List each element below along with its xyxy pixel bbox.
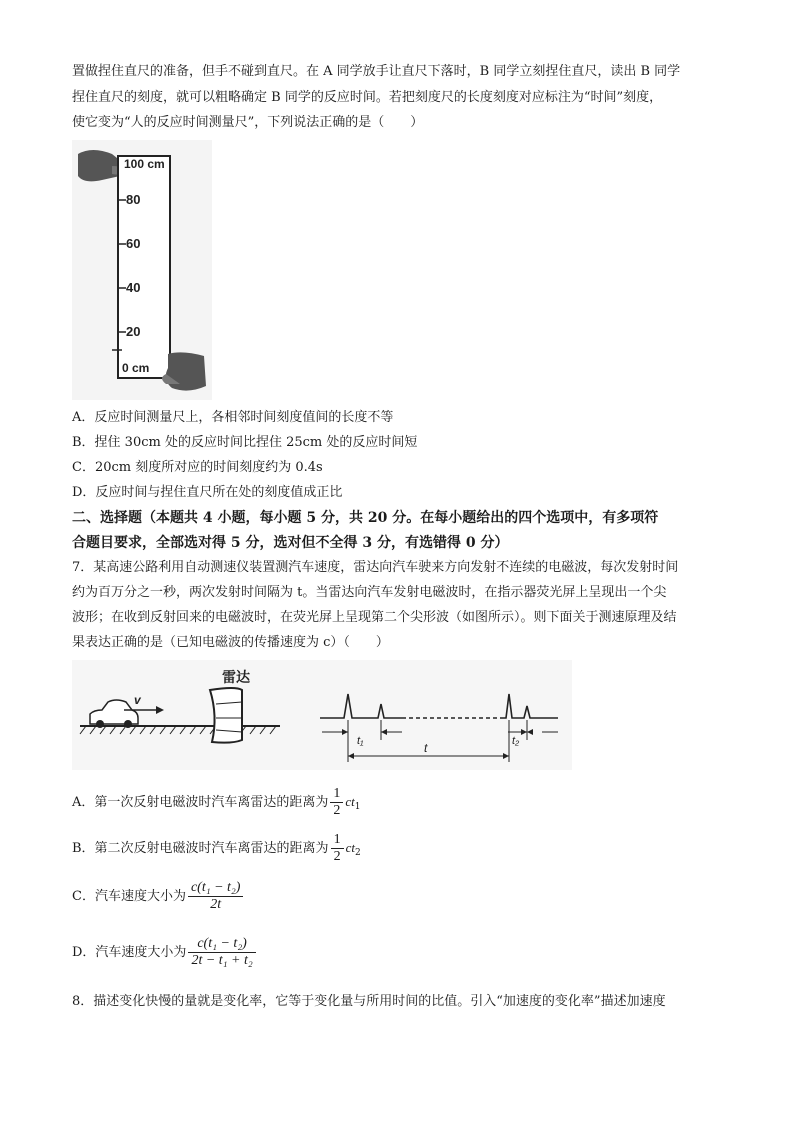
t-label: t (424, 741, 428, 755)
ruler-top-label: 100 cm (124, 157, 165, 171)
q7-option-b-fraction: $\frac{1}{2}$ (331, 832, 344, 865)
q6-text-line-2: 捏住直尺的刻度，就可以粗略确定 B 同学的反应时间。若把刻度尺的长度刻度对应标注为“时间”刻度， (72, 90, 663, 105)
q7-text-line-3: 波形；在收到反射回来的电磁波时，在荧光屏上呈现第二个尖形波（如图所示）。则下面关于测速原理及结 (72, 610, 677, 625)
q7-option-c-text: C．汽车速度大小为 (72, 889, 186, 904)
q7-text-line-4: 果表达正确的是（已知电磁波的传播速度为 c）（ ） (72, 635, 389, 650)
q7-option-a[interactable]: A．第一次反射电磁波时汽车离雷达的距离为 $\frac{1}{2}$ $ct_1$ (72, 786, 361, 818)
q6-option-a[interactable]: A．反应时间测量尺上，各相邻时间刻度值间的长度不等 (72, 410, 394, 425)
ruler-tick-60: 60 (126, 236, 141, 251)
q6-text-line-1: 置做捏住直尺的准备，但手不碰到直尺。在 A 同学放手让直尺下落时，B 同学立刻捏住直尺，读出 B 同学 (72, 64, 681, 79)
q7-option-d[interactable] (72, 936, 258, 969)
q7-option-d-fraction: $\frac{\text{c(t₁ − t₂)}}{\text{2t − t₁ + t₂}}$ (188, 936, 255, 969)
radar-label: 雷达 (222, 669, 250, 685)
ruler-tick-40: 40 (126, 280, 141, 295)
ruler-body (118, 156, 170, 378)
q6-option-d[interactable]: D．反应时间与捏住直尺所在处的刻度值成正比 (72, 485, 343, 500)
q7-text-line-1: 7．某高速公路利用自动测速仪装置测汽车速度，雷达向汽车驶来方向发射不连续的电磁波，每次发射时间 (72, 560, 679, 575)
ruler-bottom-label: 0 cm (122, 361, 150, 375)
velocity-label: v (134, 693, 141, 707)
ruler-figure (72, 140, 212, 400)
q7-option-a-fraction: $\frac{1}{2}$ (330, 786, 343, 819)
ruler-tick-80: 80 (126, 192, 141, 207)
q6-option-b[interactable]: B．捏住 30cm 处的反应时间比捏住 25cm 处的反应时间短 (72, 435, 418, 450)
t1-label: t₁ (357, 735, 364, 747)
ruler-tick-20: 20 (126, 324, 141, 339)
radar-figure (72, 660, 572, 770)
q7-option-a-text: A．第一次反射电磁波时汽车离雷达的距离为 (72, 795, 329, 810)
radar-dish-icon (210, 688, 242, 743)
q7-option-c-fraction: $\frac{\text{c(t₁ − t₂)}}{2t}$ (188, 880, 244, 913)
q6-option-c[interactable]: C．20cm 刻度所对应的时间刻度约为 0.4s (72, 460, 323, 475)
section-title-line-1: 二、选择题（本题共 4 小题，每小题 5 分，共 20 分。在每小题给出的四个选项中，有多项符 (72, 510, 659, 526)
q7-text-line-2: 约为百万分之一秒，两次发射时间隔为 t。当雷达向汽车发射电磁波时，在指示器荧光屏上呈现出一个尖 (72, 585, 667, 600)
q7-option-b[interactable]: B．第二次反射电磁波时汽车离雷达的距离为 $\frac{1}{2}$ $ct_2$ (72, 832, 361, 864)
q7-option-c[interactable] (72, 880, 245, 913)
q7-option-d-text: D．汽车速度大小为 (72, 945, 187, 960)
q6-text-line-3: 使它变为“人的反应时间测量尺”，下列说法正确的是（ ） (72, 115, 424, 130)
bottom-hand-icon (166, 352, 206, 390)
q8-text-line-1: 8．描述变化快慢的量就是变化率，它等于变化量与所用时间的比值。引入“加速度的变化率”描述加速度 (72, 994, 666, 1009)
q7-option-b-text: B．第二次反射电磁波时汽车离雷达的距离为 (72, 841, 329, 856)
t2-label: t₂ (512, 735, 520, 747)
section-title-line-2: 合题目要求，全部选对得 5 分，选对但不全得 3 分，有选错得 0 分） (72, 535, 509, 551)
